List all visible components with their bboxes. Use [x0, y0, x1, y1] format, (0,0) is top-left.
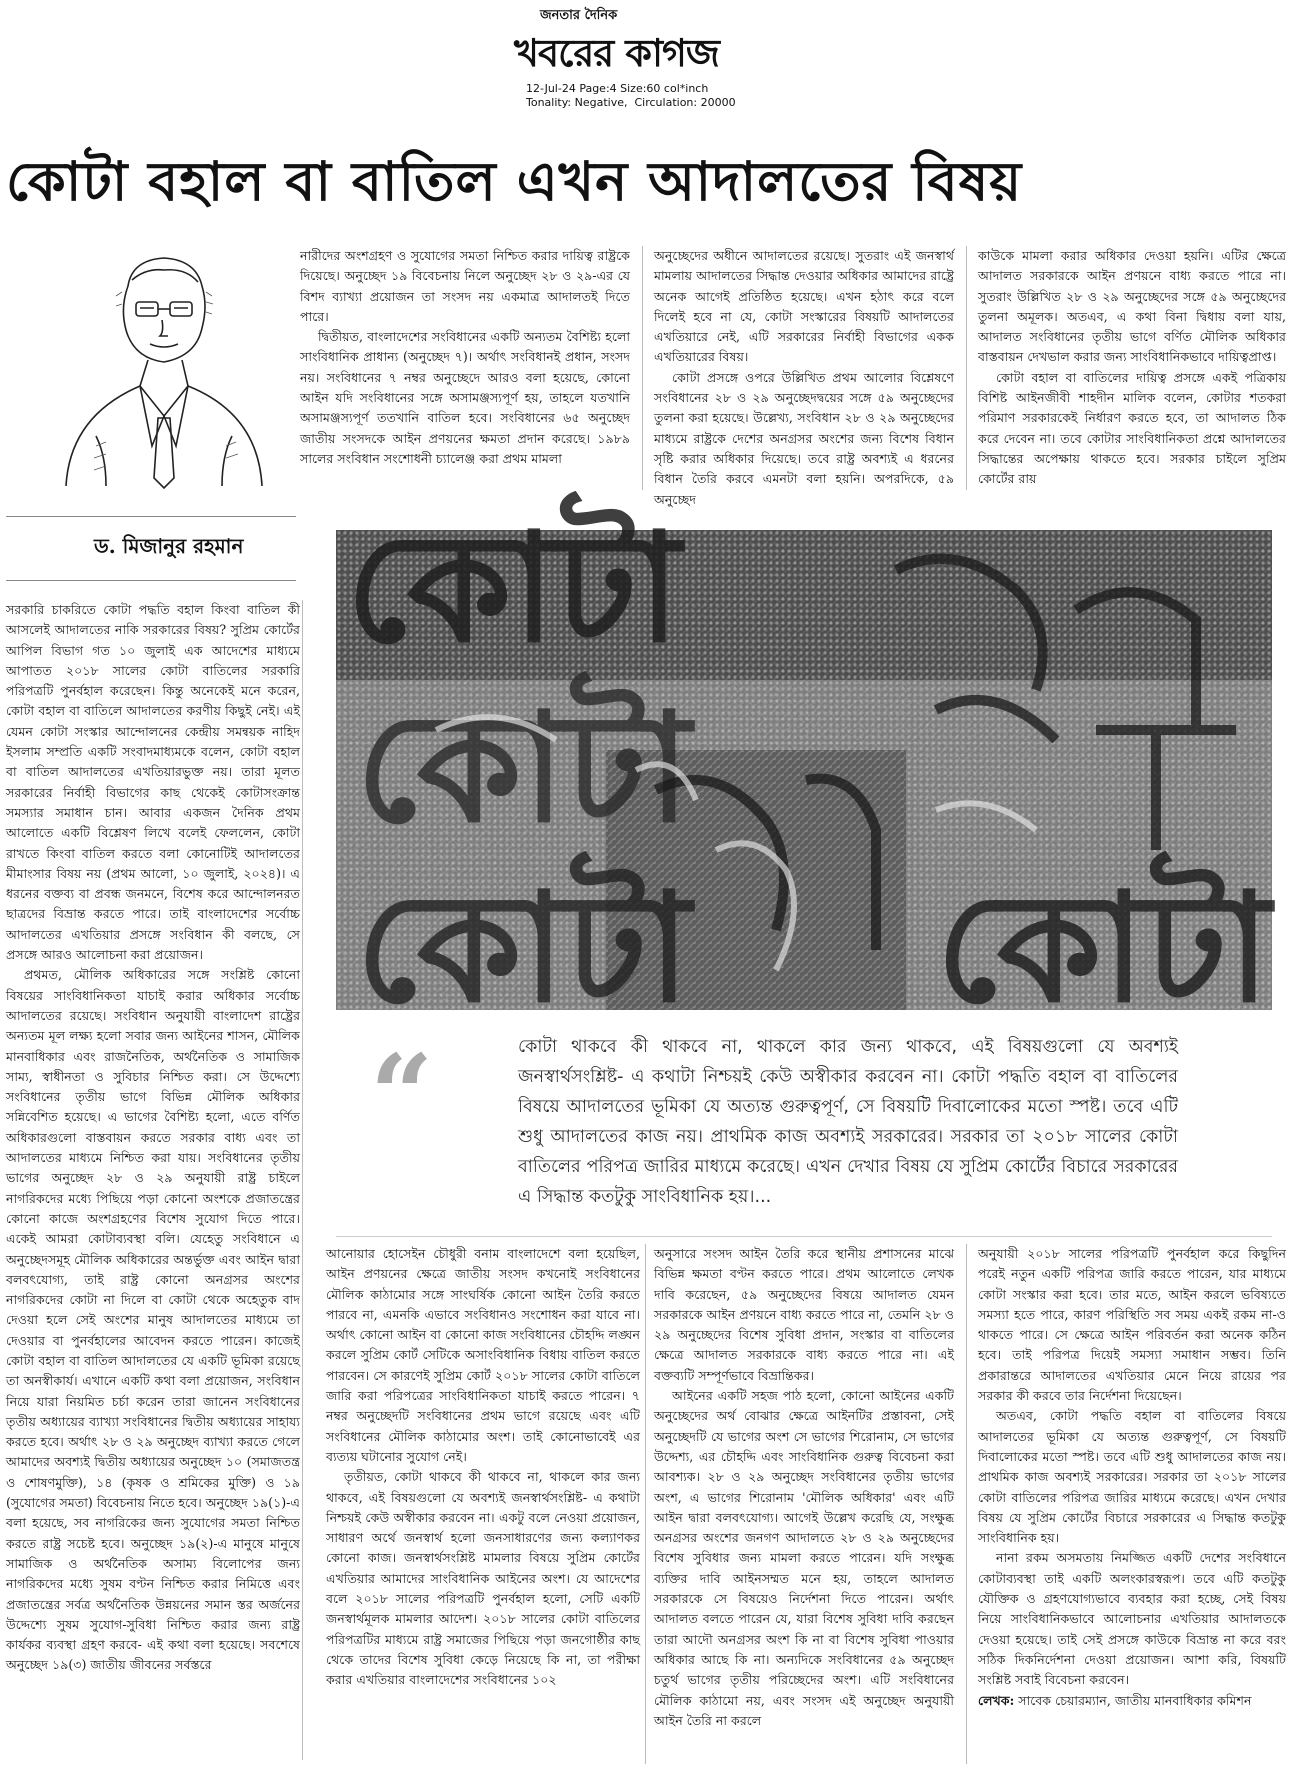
- paragraph: অনুসারে সংসদ আইন তৈরি করে স্থানীয় প্রশাসনের মাঝে বিভিন্ন ক্ষমতা বণ্টন করতে পারে। প্রথম আলোতে লেখক দাবি করেছেন, ৫৯ অনুচ্ছেদের বিষয়ে আদালত যেমন সরকারকে আইন প্রণয়নে বাধ্য করতে পারে না, তেমনি ২৮ ও ২৯ অনুচ্ছেদের বিশেষ সুবিধা প্রদান, সংস্কার বা বাতিলের ক্ষেত্রে আদালত সরকারকে বাধ্য করতে পারে না। এই বক্তব্যটি সম্পূর্ণভাবে বিভ্রান্তিকর।: [654, 1246, 954, 1383]
- paragraph: কাউকে মামলা করার অধিকার দেওয়া হয়নি। এটির ক্ষেত্রে আদালত সরকারকে আইন প্রণয়নে বাধ্য করতে পারে না। সুতরাং উল্লিখিত ২৮ ও ২৯ অনুচ্ছেদের সঙ্গে ৫৯ অনুচ্ছেদের তুলনা অমূলক। অতএব, এ কথা বিনা দ্বিধায় বলা যায়, আদালত সংবিধানের তৃতীয় ভাগে বর্ণিত মৌলিক অধিকার বাস্তবায়ন দেখভাল করার জন্য সাংবিধানিকভাবে দায়িত্বপ্রাপ্ত।: [978, 248, 1286, 365]
- byline-rule-bottom: [6, 580, 296, 581]
- paragraph: আইনের একটি সহজ পাঠ হলো, কোনো আইনের একটি অনুচ্ছেদের অর্থ বোঝার ক্ষেত্রে আইনটির প্রস্তাবনা, সেই অনুচ্ছেদটি যে ভাগের অংশ সে ভাগের শিরোনাম, সে ভাগের উদ্দেশ্য, এর চৌহদ্দি এবং সাংবিধানিক গুরুত্ব বিবেচনা করা আবশ্যক। ২৮ ও ২৯ অনুচ্ছেদ সংবিধানের তৃতীয় ভাগের অংশ, এ ভাগের শিরোনাম 'মৌলিক অধিকার' এবং এটি আইন দ্বারা বলবৎযোগ্য। আগেই উল্লেখ করেছি যে, সংক্ষুব্ধ অনগ্রসর অংশের জনগণ আদালতে ২৮ ও ২৯ অনুচ্ছেদের বিশেষ সুবিধার জন্য মামলা করতে পারেন। যদি সংক্ষুব্ধ ব্যক্তির দাবি আইনসম্মত মনে হয়, তাহলে আদালত সরকারকে সে বিষয়েও নির্দেশনা দিতে পারেন। অর্থাৎ আদালত বলতে পারেন যে, যারা বিশেষ সুবিধা দাবি করছেন তারা আদৌ অনগ্রসর অংশ কি না বা বিশেষ সুবিধা পাওয়ার অধিকার আছে কি না। অন্যদিকে সংবিধানের ৫৯ অনুচ্ছেদ চতুর্থ ভাগের তৃতীয় পরিচ্ছেদের অংশ। এটি সংবিধানের মৌলিক কাঠামো নয়, এবং সংসদ এই অনুচ্ছেদ অনুযায়ী আইন তৈরি না করলে: [654, 1388, 954, 1728]
- column-rule: [302, 600, 303, 1760]
- pull-quote: কোটা থাকবে কী থাকবে না, থাকলে কার জন্য থাকবে, এই বিষয়গুলো যে অবশ্যই জনস্বার্থসংশ্লিষ্ট- এ কথাটা নিশ্চয়ই কেউ অস্বীকার করবেন না। কোটা পদ্ধতি বহাল বা বাতিলের বিষয়ে আদালতের ভূমিকা যে অত্যন্ত গুরুত্বপূর্ণ, সে বিষয়টি দিবালোকের মতো স্পষ্ট। তবে এটি শুধু আদালতের কাজ নয়। প্রাথমিক কাজ অবশ্যই সরকারের। সরকার তা ২০১৮ সালের কোটা বাতিলের পরিপত্র জারির মাধ্যমে করেছে। এখন দেখার বিষয় যে সুপ্রিম কোর্টের বিচারে সরকারের এ সিদ্ধান্ত কতটুকু সাংবিধানিক হয়।...: [518, 1037, 1178, 1207]
- article-column-4-top: [978, 246, 1286, 490]
- article-column-2-top: [300, 246, 630, 490]
- article-column-4-bottom: [978, 1244, 1286, 1764]
- meta-line-1: 12-Jul-24 Page:4 Size:60 col*inch: [526, 82, 709, 95]
- column-rule: [642, 246, 643, 490]
- paragraph: অতএব, কোটা পদ্ধতি বহাল বা বাতিলের বিষয়ে আদালতের ভূমিকা যে অত্যন্ত গুরুত্বপূর্ণ, সে বিষয়টি দিবালোকের মতো স্পষ্ট। তবে এটি শুধু আদালতের কাজ নয়। প্রাথমিক কাজ অবশ্যই সরকারের। সরকার তা ২০১৮ সালের কোটা বাতিলের পরিপত্র জারির মাধ্যমে করেছে। এখন দেখার বিষয় যে সুপ্রিম কোর্টের বিচারে সরকারের এ সিদ্ধান্ত কতটুকু সাংবিধানিক হয়।: [978, 1408, 1286, 1546]
- masthead-tagline: জনতার দৈনিক: [540, 8, 618, 23]
- article-column-1: [6, 600, 300, 1764]
- byline-rule-top: [6, 516, 296, 517]
- paragraph: নানা রকম অসমতায় নিমজ্জিত একটি দেশের সংবিধানে কোটাব্যবস্থা তাই একটি অলংকারস্বরূপ। তবে এটি কতটুকু যৌক্তিক ও গ্রহণযোগ্যভাবে ব্যবহার করা হচ্ছে, সেই বিষয় নিয়ে সাংবিধানিকভাবে আলোচনার এখতিয়ার আদালতকে দেওয়া হয়েছে। তাই সেই প্রসঙ্গে কাউকে বিভ্রান্ত না করে বরং সঠিক দিকনির্দেশনা দেওয়া প্রয়োজন। আশা করি, বিষয়টি সংশ্লিষ্ট সবাই বিবেচনা করবেন।: [978, 1550, 1286, 1688]
- meta-line-2: Tonality: Negative, Circulation: 20000: [526, 96, 736, 109]
- column-rule: [645, 1244, 646, 1764]
- quote-mark-icon: “: [370, 1030, 434, 1159]
- paragraph: তৃতীয়ত, কোটা থাকবে কী থাকবে না, থাকলে কার জন্য থাকবে, এই বিষয়গুলো যে অবশ্যই জনস্বার্থসংশ্লিষ্ট- এ কথাটা নিশ্চয়ই কেউ অস্বীকার করবেন না। একটু বলে নেওয়া প্রয়োজন, সাধারণ অর্থে জনস্বার্থ হলো জনসাধারণের জন্য কল্যাণকর কোনো কাজ। জনস্বার্থসংশ্লিষ্ট মামলার বিষয়ে সুপ্রিম কোর্টের এখতিয়ার আমাদের সাংবিধানিক আইনের অংশ। যে আদেশের বলে ২০১৮ সালের পরিপত্রটি পুনর্বহাল হলো, সেটি একটি জনস্বার্থমূলক মামলার আদেশ। ২০১৮ সালের কোটা বাতিলের পরিপত্রটির মাধ্যমে রাষ্ট্র সমাজের পিছিয়ে পড়া জনগোষ্ঠীর কাছ থেকে তাদের বিশেষ সুবিধা কেড়ে নিয়েছে কি না, তা পরীক্ষা করার এখতিয়ার বাংলাদেশের সংবিধানের ১০২: [326, 1469, 640, 1688]
- paragraph: কোটা বহাল বা বাতিলের দায়িত্ব প্রসঙ্গে একই পত্রিকায় বিশিষ্ট আইনজীবী শাহদীন মালিক বলেন, কোটার শতকরা পরিমাণ সরকারকেই নির্ধারণ করতে হবে, তা আদালত ঠিক করে দেবেন না। তবে কোটার সাংবিধানিকতা প্রশ্নে আদালতের সিদ্ধান্তের অপেক্ষায় থাকতে হবে। সরকার চাইলে সুপ্রিম কোর্টের রায়: [978, 369, 1286, 487]
- column-rule: [966, 246, 967, 490]
- column-rule: [966, 1244, 967, 1764]
- paragraph: সরকারি চাকরিতে কোটা পদ্ধতি বহাল কিংবা বাতিল কী আসলেই আদালতের নাকি সরকারের বিষয়? সুপ্রিম কোর্টের আপিল বিভাগ গত ১০ জুলাই এক আদেশের মাধ্যমে আপাতত ২০১৮ সালের কোটা বাতিলের সরকারি পরিপত্রটি পুনর্বহাল করেছেন। কিন্তু অনেকেই মনে করেন, কোটা বহাল বা বাতিলে আদালতের করণীয় কিছুই নেই। এই যেমন কোটা সংস্কার আন্দোলনের কেন্দ্রীয় সমন্বয়ক নাহিদ ইসলাম সম্প্রতি একটি সংবাদমাধ্যমকে বলেন, কোটা বহাল বা বাতিল আদালতের এখতিয়ারভুক্ত নয়। তারা মূলত সরকারের নির্বাহী বিভাগের কাছ থেকেই কোটাসংক্রান্ত সমস্যার সমাধান চান। আবার একজন দৈনিক প্রথম আলোতে একটি বিশ্লেষণ লিখে বলেই ফেললেন, কোটা রাখতে কিংবা বাতিল করতে বলা কোনোটিই আদালতের মীমাংসার বিষয় নয় (প্রথম আলো, ১০ জুলাই, ২০২৪)। এ ধরনের বক্তব্য বা প্রবন্ধ জনমনে, বিশেষ করে আন্দোলনরত ছাত্রদের বিভ্রান্ত করতে পারে। তাই বাংলাদেশের সর্বোচ্চ আদালতের এখতিয়ার প্রসঙ্গে সংবিধান কী বলছে, সে প্রসঙ্গে আরও আলোচনা করা প্রয়োজন।: [6, 602, 300, 963]
- masthead-name: খবরের কাগজ: [514, 30, 719, 75]
- paragraph: দ্বিতীয়ত, বাংলাদেশের সংবিধানের একটি অন্যতম বৈশিষ্ট্য হলো সাংবিধানিক প্রাধান্য (অনুচ্ছেদ ৭)। অর্থাৎ সংবিধানই প্রধান, সংসদ নয়। সংবিধানের ৭ নম্বর অনুচ্ছেদে আরও বলা হয়েছে, কোনো আইন যদি সংবিধানের সঙ্গে অসামঞ্জস্যপূর্ণ হয়, তাহলে যতখানি অসামঞ্জস্যপূর্ণ ততখানি বাতিল হবে। সংবিধানের ৬৫ অনুচ্ছেদ জাতীয় সংসদকে আইন প্রণয়নের ক্ষমতা প্রদান করেছে। ১৯৮৯ সালের সংবিধান সংশোধনী চ্যালেঞ্জ করা প্রথম মামলা: [300, 329, 630, 466]
- paragraph: প্রথমত, মৌলিক অধিকারের সঙ্গে সংশ্লিষ্ট কোনো বিষয়ের সাংবিধানিকতা যাচাই করার অধিকার সর্বোচ্চ আদালতের রয়েছে। সংবিধান অনুযায়ী বাংলাদেশ রাষ্ট্রের অন্যতম মূল লক্ষ্য হলো সবার জন্য আইনের শাসন, মৌলিক মানবাধিকার এবং রাজনৈতিক, অর্থনৈতিক ও সামাজিক সাম্য, স্বাধীনতা ও সুবিচার নিশ্চিত করা। সে উদ্দেশ্যে সংবিধানের তৃতীয় ভাগে বিভিন্ন মৌলিক অধিকার সন্নিবেশিত হয়েছে। এ ভাগের বৈশিষ্ট্য হলো, এতে বর্ণিত অধিকারগুলো বাস্তবায়ন করতে সরকার বাধ্য এবং তা আদালতের মাধ্যমে নিশ্চিত করা যায়। সংবিধানের তৃতীয় ভাগের অনুচ্ছেদ ২৮ ও ২৯ অনুযায়ী রাষ্ট্র চাইলে নাগরিকদের মধ্যে পিছিয়ে পড়া কোনো অংশকে প্রজাতন্ত্রের কোনো কাজে অংশগ্রহণের বিশেষ সুযোগ দিতে পারে। একেই আমরা কোটাব্যবস্থা বলি। যেহেতু সংবিধানে এ অনুচ্ছেদসমূহ মৌলিক অধিকারের অন্তর্ভুক্ত এবং আইন দ্বারা বলবৎযোগ্য, তাই রাষ্ট্র কোনো অনগ্রসর অংশের নাগরিকদের কোটা না দিলে বা কোটা থেকে অহেতুক বাদ দেওয়া হলে সেই অংশের মানুষ আদালতের মাধ্যমে তা দেওয়ার বা পুনর্বহালের আবেদন করতে পারেন। কাজেই কোটা বহাল বা বাতিল আদালতের যে একটি ভূমিকা রয়েছে তা অনস্বীকার্য। এখানে একটি কথা বলা প্রয়োজন, সংবিধান নিয়ে যারা নিয়মিত চর্চা করেন তারা জানেন সংবিধানের তৃতীয় অধ্যায়ের ব্যাখ্যা সংবিধানের দ্বিতীয় অধ্যায়ের সাহায্য করতে হবে। অর্থাৎ ২৮ ও ২৯ অনুচ্ছেদ ব্যাখ্যা করতে গেলে আমাদের অবশ্যই দ্বিতীয় অধ্যায়ের অনুচ্ছেদ ১০ (সমাজতন্ত্র ও শোষণমুক্তি), ১৪ (কৃষক ও শ্রমিকের মুক্তি) ও ১৯ (সুযোগের সমতা) বিবেচনায় নিতে হবে। অনুচ্ছেদ ১৯(১)-এ বলা হয়েছে, সব নাগরিকের জন্য সুযোগের সমতা নিশ্চিত করতে রাষ্ট্র সচেষ্ট হবে। অনুচ্ছেদ ১৯(২)-এ মানুষে মানুষে সামাজিক ও অর্থনৈতিক অসাম্য বিলোপের জন্য নাগরিকদের মধ্যে সুষম বণ্টন নিশ্চিত করার নিমিত্তে এবং প্রজাতন্ত্রের সর্বত্র অর্থনৈতিক উন্নয়নের সমান স্তর অর্জনের উদ্দেশ্যে সুষম সুযোগ-সুবিধা নিশ্চিত করার জন্য রাষ্ট্র কার্যকর ব্যবস্থা গ্রহণ করবে- এই কথা বলা হয়েছে। সবশেষে অনুচ্ছেদ ১৯(৩) জাতীয় জীবনের সর্বস্তরে: [6, 967, 300, 1673]
- article-column-2-bottom: [326, 1244, 640, 1764]
- paragraph: নারীদের অংশগ্রহণ ও সুযোগের সমতা নিশ্চিত করার দায়িত্ব রাষ্ট্রকে দিয়েছে। অনুচ্ছেদ ১৯ বিবেচনায় নিলে অনুচ্ছেদ ২৮ ও ২৯-এর যে বিশদ ব্যাখ্যা প্রয়োজন তা সংসদ নয় একমাত্র আদালতই দিতে পারে।: [300, 248, 630, 324]
- author-credit-label: লেখক:: [978, 1692, 1015, 1708]
- clipping-meta: [526, 82, 736, 110]
- art-word: কোটা: [936, 860, 1271, 1036]
- paragraph: অনুচ্ছেদের অধীনে আদালতের রয়েছে। সুতরাং এই জনস্বার্থ মামলায় আদালতের সিদ্ধান্ত দেওয়ার অধিকার আমাদের রাষ্ট্রে অনেক আগেই প্রতিষ্ঠিত হয়েছে। এখন হঠাৎ করে বলে দিলেই হবে না যে, কোটা সংস্কারের বিষয়টি আদালতের এখতিয়ারে নেই, এটি সরকারের নির্বাহী বিভাগের একক এখতিয়ারের বিষয়।: [654, 248, 954, 365]
- pull-quote-rule: [336, 1236, 1272, 1237]
- author-credit-text: সাবেক চেয়ারম্যান, জাতীয় মানবাধিকার কমিশন: [1018, 1692, 1252, 1708]
- article-headline: কোটা বহাল বা বাতিল এখন আদালতের বিষয়: [6, 149, 1023, 213]
- article-column-3-top: [654, 246, 954, 507]
- art-word: কোটা: [346, 500, 681, 676]
- author-credit: [978, 1691, 1286, 1711]
- paragraph: আনোয়ার হোসেইন চৌধুরী বনাম বাংলাদেশে বলা হয়েছিল, আইন প্রণয়নের ক্ষেত্রে জাতীয় সংসদ কখনোই সংবিধানের মৌলিক কাঠামোর সঙ্গে সাংঘর্ষিক কোনো আইন তৈরি করতে পারবে না, এমনকি এভাবে সংবিধানও সংশোধন করা যাবে না। অর্থাৎ কোনো আইন বা কোনো কাজ সংবিধানের চৌহদ্দি লঙ্ঘন করলে সুপ্রিম কোর্ট সেটিকে অসাংবিধানিক বিধায় বাতিল করতে পারবেন। সে কারণেই সুপ্রিম কোর্ট ২০১৮ সালের কোটা বাতিলে জারি করা পরিপত্রের সাংবিধানিকতা যাচাই করতে পারেন। ৭ নম্বর অনুচ্ছেদটি সংবিধানের প্রথম ভাগে রয়েছে এবং এটি সংবিধানের মৌলিক কাঠামোর অংশ। তাই কোনোভাবেই এর ব্যত্যয় ঘটানোর সুযোগ নেই।: [326, 1246, 640, 1464]
- author-byline: ড. মিজানুর রহমান: [94, 534, 244, 558]
- art-word: কোটা: [356, 680, 691, 856]
- art-word: কোটা: [356, 860, 691, 1036]
- paragraph: কোটা প্রসঙ্গে ওপরে উল্লিখিত প্রথম আলোর বিশ্লেষণে সংবিধানের ২৮ ও ২৯ অনুচ্ছেদদ্বয়ের সঙ্গে ৫৯ অনুচ্ছেদের তুলনা করা হয়েছে। উল্লেখ্য, সংবিধান ২৮ ও ২৯ অনুচ্ছেদের মাধ্যমে রাষ্ট্রকে দেশের অনগ্রসর অংশের জন্য বিশেষ বিধান সৃষ্টি করার অধিকার দিয়েছে। তবে রাষ্ট্র অবশ্যই এ ধরনের বিধান তৈরি করবে এমনটা বলা হয়নি। অপরদিকে, ৫৯ অনুচ্ছেদ: [654, 369, 954, 507]
- quota-illustration: [336, 500, 1272, 1036]
- author-portrait: [36, 246, 284, 488]
- paragraph: অনুযায়ী ২০১৮ সালের পরিপত্রটি পুনর্বহাল করে কিছুদিন পরেই নতুন একটি পরিপত্র জারি করতে পারেন, যার মাধ্যমে কোটা সংস্কার করা হবে। তার মতে, আইন করলে ভবিষ্যতে সমস্যা হতে পারে, কারণ পরিস্থিতি সব সময় একই রকম না-ও থাকতে পারে। সে ক্ষেত্রে আইন পরিবর্তন করা অনেক কঠিন হবে। তাই পরিপত্র দিয়েই সমস্যা সমাধান সম্ভব। তিনি প্রকারান্তরে আদালতের এখতিয়ার মেনে নিয়ে রায়ের পর সরকার কী করবে তার নির্দেশনা দিয়েছেন।: [978, 1246, 1286, 1404]
- article-column-3-bottom: [654, 1244, 954, 1764]
